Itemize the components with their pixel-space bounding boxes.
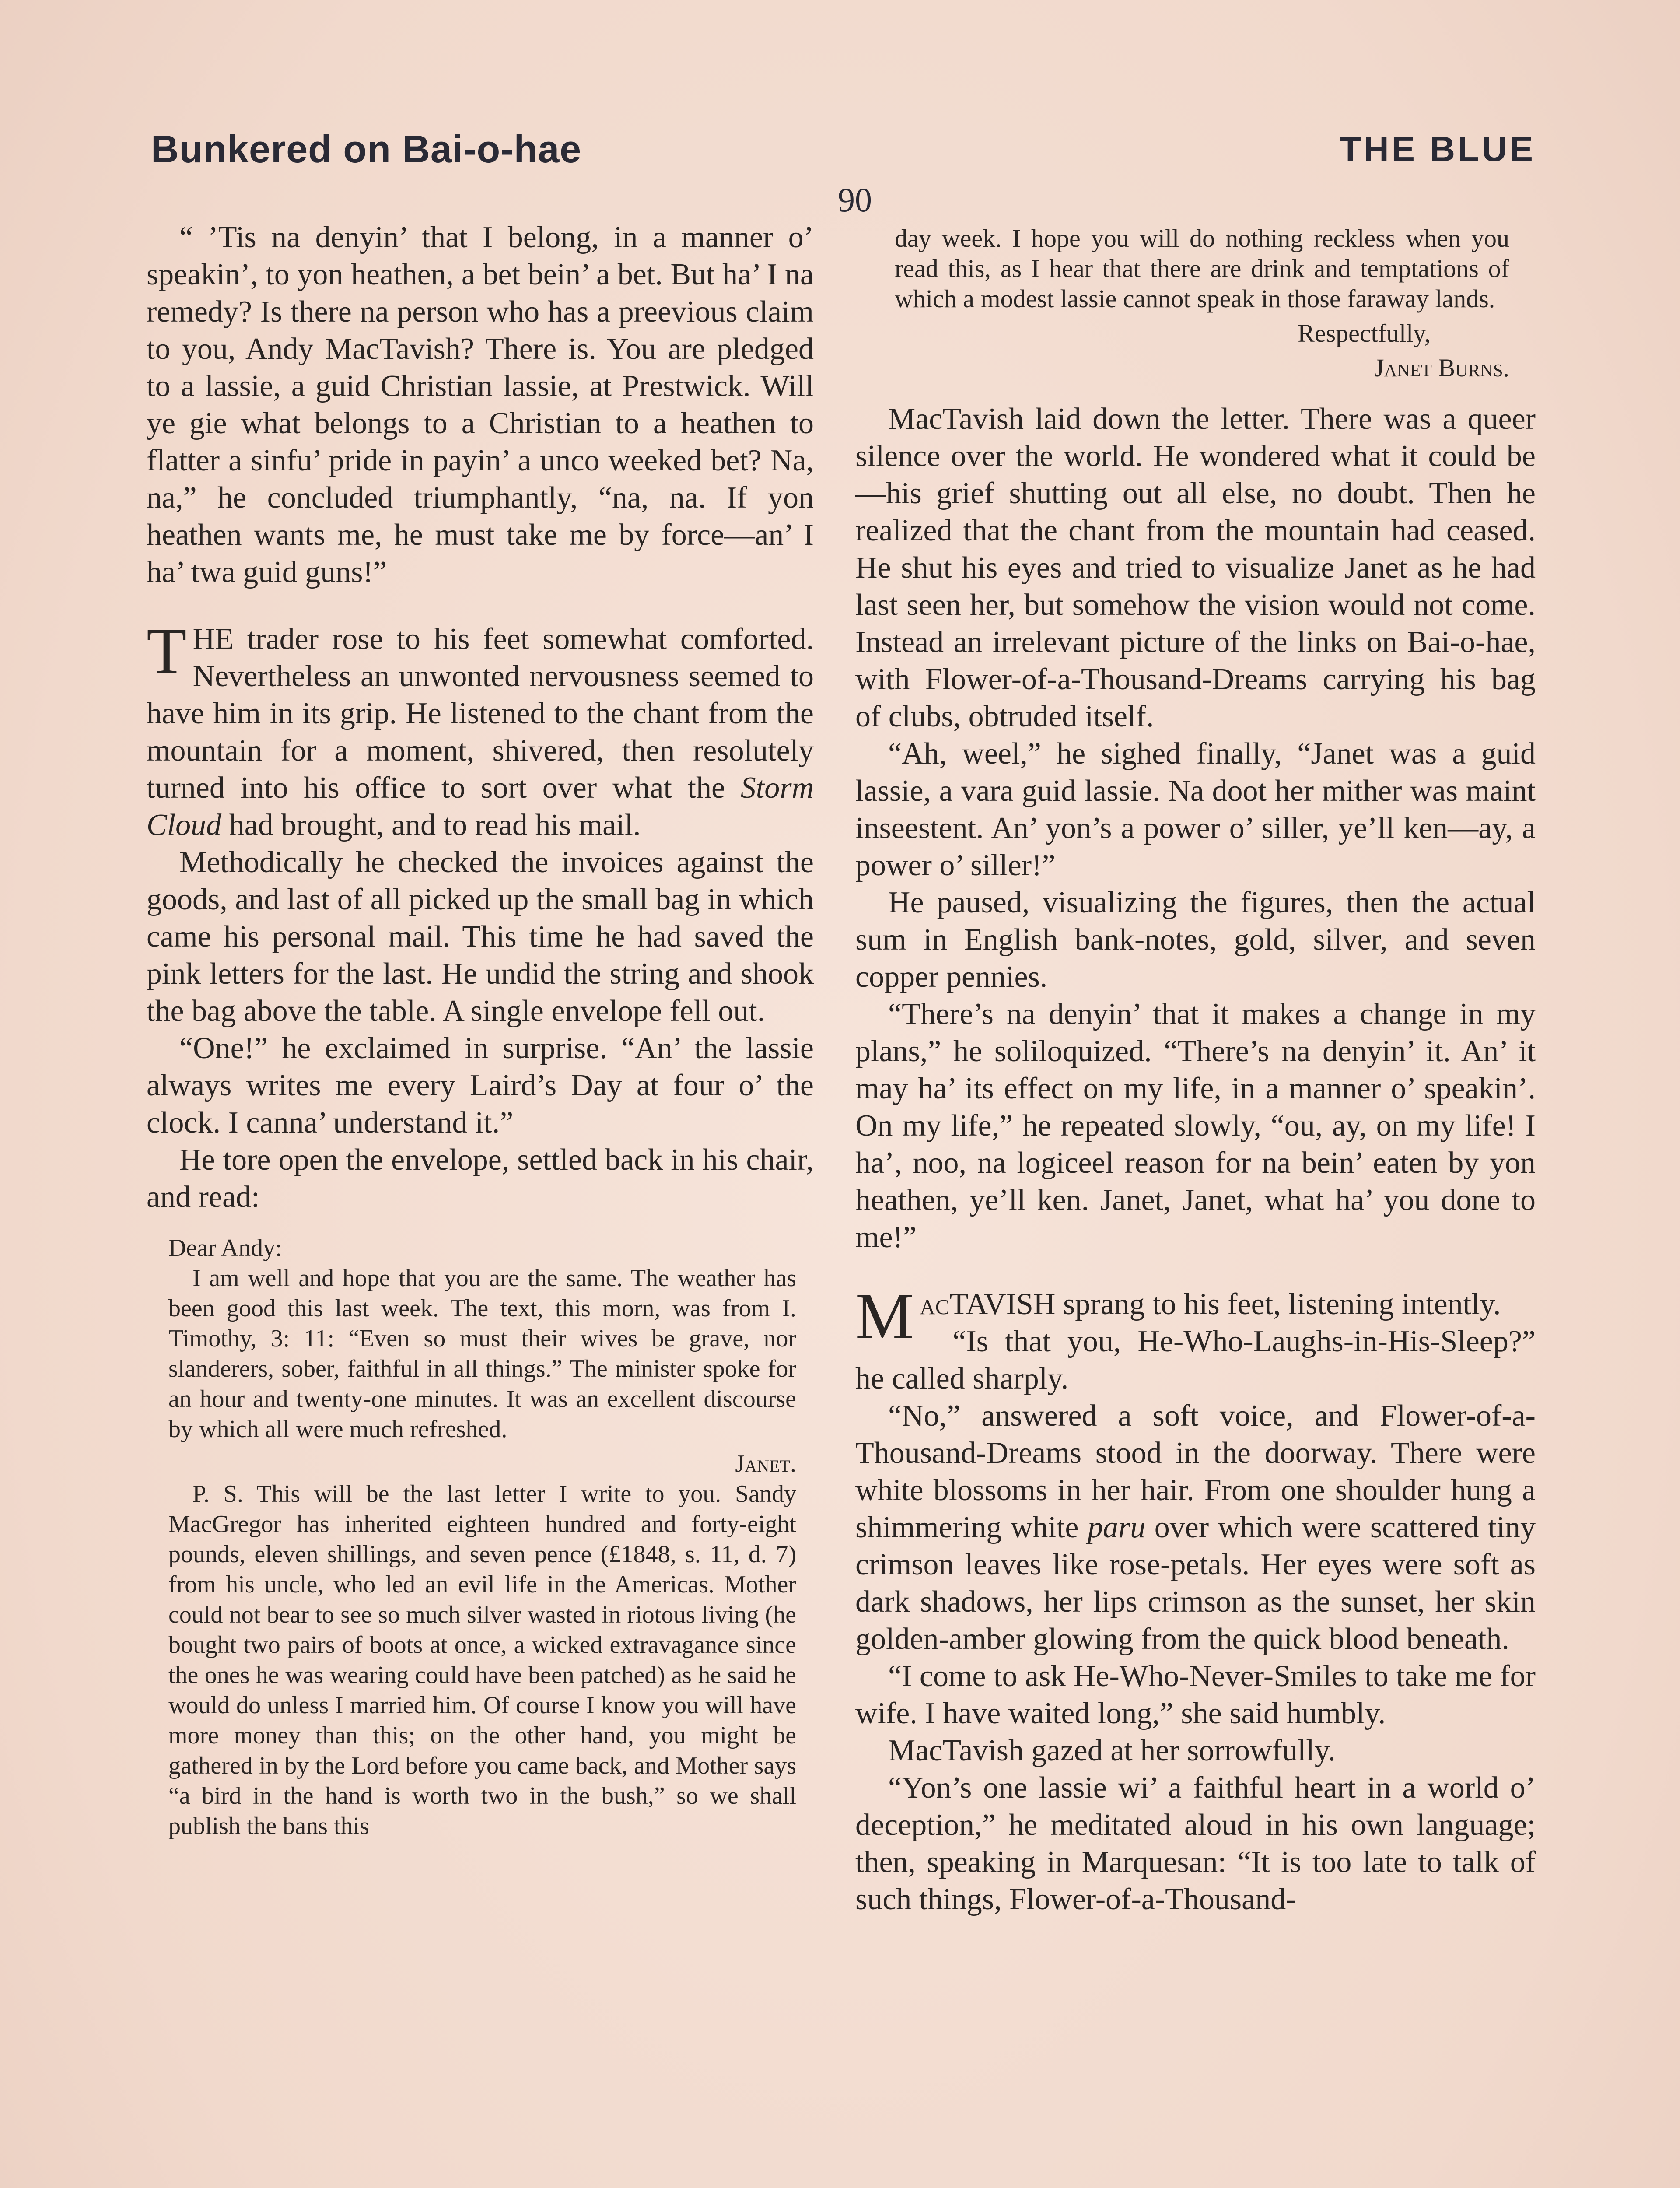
letter-closing: Respectfully, (1298, 319, 1431, 347)
story-title: Bunkered on Bai-o-hae (151, 127, 582, 171)
paragraph (855, 1397, 1536, 1658)
ship-name: Storm Cloud (147, 771, 814, 842)
paragraph-dropcap (855, 1280, 1536, 1353)
letter-signature: Janet. (735, 1450, 796, 1477)
paragraph: “ ’Tis na denyin’ that I belong, in a manner o’ speakin’, to yon heathen, a bet bein’ a bet. But ha’ I na remedy? Is there na person who has a preevious claim to you, Andy MacTavish? There is. You are pledged to a lassie, a guid Christian lassie, at Prestwick. Will ye gie what belongs to a Christian to a heathen to flatter a sinfu’ pride in payin’ a unco weeked bet? Na, na,” he concluded triumphantly, “na, na. If yon heathen wants me, he must take me by force—an’ I ha’ twa guid guns!” (147, 221, 814, 589)
paragraph: “Ah, weel,” he sighed finally, “Janet was a guid lassie, a vara guid lassie. Na doot her mither was maint inseestent. An’ yon’s a power o’ siller, ye’ll ken—ay, a power o’ siller!” (855, 737, 1536, 882)
paragraph: “Yon’s one lassie wi’ a faithful heart in a world o’ deception,” he meditated aloud in his own language; then, speaking in Marquesan: “It is too late to talk of such things, Flower-of-a-Thousand- (855, 1771, 1536, 1916)
paragraph-text: had brought, and to read his mail. (221, 808, 641, 842)
letter-salutation: Dear Andy: (168, 1234, 282, 1262)
paragraph-text: HE trader rose to his feet somewhat comforted. Nevertheless an unwonted nervousness seemed to have him in its grip. He listened to the chant from the mountain for a moment, shivered, then resolutely turned into his office to sort over what the (147, 622, 814, 805)
paragraph: “There’s na denyin’ that it makes a change in my plans,” he soliloquized. “There’s na denyin’ it. An’ it may ha’ its effect on my life, in a manner o’ speakin’. On my life,” he repeated slowly, “ou, ay, on my life! I ha’, noo, na logiceel reason for na bein’ eaten by yon heathen, ye’ll ken. Janet, Janet, what ha’ you done to me!” (855, 997, 1536, 1254)
letter-continuation (895, 223, 1509, 383)
letter-block (168, 1233, 796, 1841)
magazine-title: THE BLUE (1340, 130, 1536, 168)
paragraph: MacTavish laid down the letter. There was a queer silence over the world. He wondered what it could be—his grief shutting out all else, no doubt. Then he realized that the chant from the mountain had ceased. He shut his eyes and tried to visualize Janet as he had last seen her, but somehow the vision would not come. Instead an irrelevant picture of the links on Bai-o-hae, with Flower-of-a-Thousand-Dreams carrying his bag of clubs, obtruded itself. (855, 402, 1536, 733)
left-column (147, 219, 814, 1841)
paragraph: Methodically he checked the invoices against the goods, and last of all picked up the small bag in which came his personal mail. This time he had saved the pink letters for the last. He undid the string and shook the bag above the table. A single envelope fell out. (147, 845, 814, 1028)
paragraph-text: over which were scattered tiny crimson leaves like rose-petals. Her eyes were soft as dark shadows, her lips crimson as the sunset, her skin golden-amber glowing from the quick blood beneath. (855, 1511, 1536, 1656)
paragraph: He tore open the envelope, settled back in his chair, and read: (147, 1143, 814, 1214)
drop-cap: T (147, 615, 187, 687)
paragraph: “One!” he exclaimed in surprise. “An’ the lassie always writes me every Laird’s Day at four o’ the clock. I canna’ understand it.” (147, 1031, 814, 1140)
garment-word: paru (1088, 1511, 1146, 1544)
letter-postscript: P. S. This will be the last letter I write to you. Sandy MacGregor has inherited eighteen hundred and forty-eight pounds, eleven shillings, and seven pence (£1848, s. 11, d. 7) from his uncle, who led an evil life in the Americas. Mother could not bear to see so much silver wasted in riotous living (he bought two pairs of boots at once, a wicked extravagance since the ones he was wearing could have been patched) as he said he would do unless I married him. Of course I know you will have more money than this; on the other hand, you might be gathered in by the Lord before you came back, and Mother says “a bird in the hand is worth two in the bush,” so we shall publish the bans this (168, 1480, 796, 1840)
paragraph-dropcap (147, 615, 814, 844)
small-caps-name: acTAVISH (920, 1287, 1056, 1321)
paragraph: “Is that you, He-Who-Laughs-in-His-Sleep?” he called sharply. (855, 1325, 1536, 1396)
letter-body: I am well and hope that you are the same. The weather has been good this last week. The text, this morn, was from I. Timothy, 3: 11: “Even so must their wives be grave, nor slanderers, sober, faithful in all things.” The minister spoke for an hour and twenty-one minutes. It was an excellent discourse by which all were much refreshed. (168, 1265, 796, 1443)
letter-body: day week. I hope you will do nothing reckless when you read this, as I hear that there are drink and temptations of which a modest lassie cannot speak in those faraway lands. (895, 224, 1509, 313)
paragraph: He paused, visualizing the figures, then the actual sum in English bank-notes, gold, silver, and seven copper pennies. (855, 886, 1536, 994)
paragraph: “I come to ask He-Who-Never-Smiles to take me for wife. I have waited long,” she said humbly. (855, 1659, 1536, 1730)
paragraph: MacTavish gazed at her sorrowfully. (888, 1734, 1336, 1767)
right-column (855, 223, 1536, 1918)
letter-signature: Janet Burns. (1374, 354, 1509, 382)
paragraph-text: “No,” answered a soft voice, and Flower-of-a-Thousand-Dreams stood in the doorway. There were white blossoms in her hair. From one shoulder hung a shimmering white (855, 1399, 1536, 1544)
drop-cap: M (855, 1280, 914, 1353)
page-number: 90 (838, 181, 872, 219)
paragraph-text: sprang to his feet, listening intently. (1055, 1287, 1501, 1321)
